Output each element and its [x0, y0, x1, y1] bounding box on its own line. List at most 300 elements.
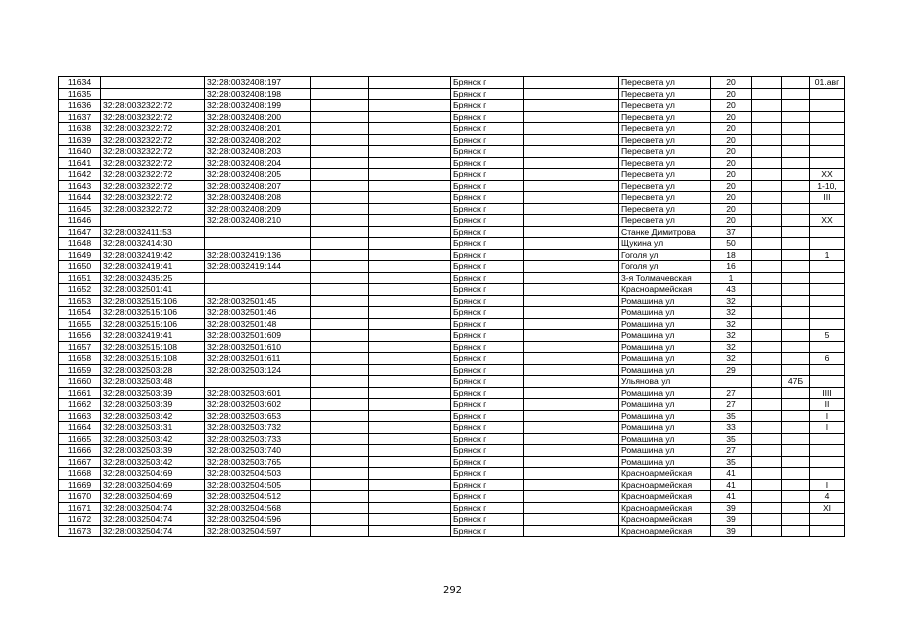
building-cell: [782, 387, 810, 399]
apartment-cell: XX: [810, 169, 845, 181]
empty-cell-b: [369, 180, 451, 192]
empty-cell-d: [752, 272, 782, 284]
data-table: [58, 76, 845, 537]
empty-cell-b: [369, 77, 451, 89]
row-number-cell: 11670: [59, 491, 101, 503]
empty-cell-b: [369, 123, 451, 135]
street-cell: Пересвета ул: [619, 192, 711, 204]
row-number-cell: 11666: [59, 445, 101, 457]
cadastral-number-cell: 32:28:0032408:208: [205, 192, 311, 204]
street-cell: 3-я Толмачевская: [619, 272, 711, 284]
street-cell: Ромашина ул: [619, 433, 711, 445]
row-number-cell: 11662: [59, 399, 101, 411]
empty-cell-a: [311, 261, 369, 273]
empty-cell-a: [311, 77, 369, 89]
table-row: [59, 226, 845, 238]
street-cell: Пересвета ул: [619, 215, 711, 227]
building-cell: [782, 261, 810, 273]
city-cell: Брянск г: [451, 111, 524, 123]
street-cell: Ромашина ул: [619, 295, 711, 307]
parent-cadastral-number-cell: 32:28:0032515:106: [101, 307, 205, 319]
apartment-cell: [810, 318, 845, 330]
empty-cell-d: [752, 146, 782, 158]
table-row: [59, 307, 845, 319]
street-cell: Ульянова ул: [619, 376, 711, 388]
empty-cell-c: [524, 238, 619, 250]
empty-cell-c: [524, 169, 619, 181]
apartment-cell: [810, 364, 845, 376]
empty-cell-a: [311, 249, 369, 261]
house-number-cell: 41: [711, 491, 752, 503]
empty-cell-c: [524, 399, 619, 411]
empty-cell-a: [311, 525, 369, 537]
house-number-cell: 20: [711, 169, 752, 181]
apartment-cell: [810, 514, 845, 526]
empty-cell-b: [369, 272, 451, 284]
table-row: [59, 192, 845, 204]
empty-cell-c: [524, 272, 619, 284]
row-number-cell: 11658: [59, 353, 101, 365]
table-row: [59, 491, 845, 503]
street-cell: Пересвета ул: [619, 146, 711, 158]
house-number-cell: 20: [711, 157, 752, 169]
house-number-cell: 37: [711, 226, 752, 238]
street-cell: Гоголя ул: [619, 249, 711, 261]
cadastral-number-cell: 32:28:0032501:611: [205, 353, 311, 365]
empty-cell-d: [752, 261, 782, 273]
row-number-cell: 11640: [59, 146, 101, 158]
empty-cell-c: [524, 180, 619, 192]
empty-cell-d: [752, 238, 782, 250]
street-cell: Красноармейская: [619, 514, 711, 526]
house-number-cell: 20: [711, 134, 752, 146]
empty-cell-c: [524, 341, 619, 353]
table-row: [59, 468, 845, 480]
street-cell: Пересвета ул: [619, 169, 711, 181]
cadastral-number-cell: 32:28:0032408:209: [205, 203, 311, 215]
empty-cell-a: [311, 307, 369, 319]
empty-cell-d: [752, 433, 782, 445]
row-number-cell: 11644: [59, 192, 101, 204]
table-row: [59, 272, 845, 284]
cadastral-number-cell: 32:28:0032501:609: [205, 330, 311, 342]
table-row: [59, 157, 845, 169]
parent-cadastral-number-cell: 32:28:0032322:72: [101, 100, 205, 112]
street-cell: Ромашина ул: [619, 330, 711, 342]
building-cell: [782, 330, 810, 342]
street-cell: Ромашина ул: [619, 353, 711, 365]
parent-cadastral-number-cell: 32:28:0032501:41: [101, 284, 205, 296]
apartment-cell: [810, 376, 845, 388]
empty-cell-d: [752, 203, 782, 215]
empty-cell-b: [369, 284, 451, 296]
building-cell: [782, 123, 810, 135]
parent-cadastral-number-cell: 32:28:0032515:108: [101, 341, 205, 353]
table-row: [59, 399, 845, 411]
apartment-cell: 01.авг: [810, 77, 845, 89]
cadastral-number-cell: 32:28:0032408:210: [205, 215, 311, 227]
table-row: [59, 376, 845, 388]
street-cell: Станке Димитрова: [619, 226, 711, 238]
cadastral-number-cell: 32:28:0032501:48: [205, 318, 311, 330]
street-cell: Ромашина ул: [619, 399, 711, 411]
empty-cell-c: [524, 387, 619, 399]
house-number-cell: 29: [711, 364, 752, 376]
house-number-cell: 41: [711, 468, 752, 480]
city-cell: Брянск г: [451, 514, 524, 526]
row-number-cell: 11648: [59, 238, 101, 250]
row-number-cell: 11656: [59, 330, 101, 342]
building-cell: [782, 215, 810, 227]
empty-cell-d: [752, 295, 782, 307]
city-cell: Брянск г: [451, 272, 524, 284]
apartment-cell: [810, 88, 845, 100]
empty-cell-b: [369, 433, 451, 445]
house-number-cell: 32: [711, 307, 752, 319]
city-cell: Брянск г: [451, 502, 524, 514]
empty-cell-d: [752, 330, 782, 342]
empty-cell-d: [752, 100, 782, 112]
house-number-cell: 50: [711, 238, 752, 250]
building-cell: [782, 399, 810, 411]
empty-cell-d: [752, 307, 782, 319]
building-cell: [782, 272, 810, 284]
row-number-cell: 11634: [59, 77, 101, 89]
apartment-cell: I: [810, 410, 845, 422]
parent-cadastral-number-cell: 32:28:0032322:72: [101, 157, 205, 169]
empty-cell-a: [311, 192, 369, 204]
empty-cell-b: [369, 422, 451, 434]
table-row: [59, 100, 845, 112]
city-cell: Брянск г: [451, 433, 524, 445]
table-row: [59, 422, 845, 434]
row-number-cell: 11664: [59, 422, 101, 434]
empty-cell-c: [524, 318, 619, 330]
street-cell: Пересвета ул: [619, 157, 711, 169]
city-cell: Брянск г: [451, 364, 524, 376]
house-number-cell: 20: [711, 88, 752, 100]
empty-cell-d: [752, 318, 782, 330]
cadastral-number-cell: 32:28:0032504:597: [205, 525, 311, 537]
empty-cell-b: [369, 307, 451, 319]
empty-cell-b: [369, 238, 451, 250]
parent-cadastral-number-cell: 32:28:0032515:108: [101, 353, 205, 365]
house-number-cell: 33: [711, 422, 752, 434]
table-row: [59, 111, 845, 123]
empty-cell-d: [752, 88, 782, 100]
empty-cell-a: [311, 284, 369, 296]
empty-cell-d: [752, 341, 782, 353]
building-cell: [782, 433, 810, 445]
apartment-cell: I: [810, 479, 845, 491]
house-number-cell: 27: [711, 445, 752, 457]
empty-cell-c: [524, 433, 619, 445]
apartment-cell: [810, 111, 845, 123]
building-cell: [782, 180, 810, 192]
table-row: [59, 169, 845, 181]
empty-cell-b: [369, 295, 451, 307]
cadastral-number-cell: 32:28:0032503:653: [205, 410, 311, 422]
apartment-cell: [810, 261, 845, 273]
row-number-cell: 11639: [59, 134, 101, 146]
empty-cell-b: [369, 445, 451, 457]
empty-cell-a: [311, 341, 369, 353]
house-number-cell: 18: [711, 249, 752, 261]
empty-cell-c: [524, 468, 619, 480]
parent-cadastral-number-cell: 32:28:0032419:42: [101, 249, 205, 261]
empty-cell-c: [524, 364, 619, 376]
table-row: [59, 364, 845, 376]
city-cell: Брянск г: [451, 399, 524, 411]
parent-cadastral-number-cell: 32:28:0032411:53: [101, 226, 205, 238]
empty-cell-b: [369, 203, 451, 215]
cadastral-number-cell: [205, 376, 311, 388]
table-row: [59, 502, 845, 514]
apartment-cell: [810, 307, 845, 319]
house-number-cell: 20: [711, 111, 752, 123]
city-cell: Брянск г: [451, 295, 524, 307]
parent-cadastral-number-cell: 32:28:0032419:41: [101, 261, 205, 273]
empty-cell-c: [524, 479, 619, 491]
city-cell: Брянск г: [451, 284, 524, 296]
table-row: [59, 456, 845, 468]
empty-cell-d: [752, 77, 782, 89]
apartment-cell: [810, 456, 845, 468]
row-number-cell: 11652: [59, 284, 101, 296]
empty-cell-b: [369, 410, 451, 422]
empty-cell-b: [369, 88, 451, 100]
row-number-cell: 11661: [59, 387, 101, 399]
house-number-cell: 20: [711, 215, 752, 227]
building-cell: [782, 169, 810, 181]
table-row: [59, 318, 845, 330]
cadastral-number-cell: 32:28:0032419:144: [205, 261, 311, 273]
city-cell: Брянск г: [451, 215, 524, 227]
street-cell: Ромашина ул: [619, 318, 711, 330]
empty-cell-c: [524, 77, 619, 89]
parent-cadastral-number-cell: 32:28:0032504:74: [101, 525, 205, 537]
cadastral-number-cell: [205, 284, 311, 296]
row-number-cell: 11636: [59, 100, 101, 112]
empty-cell-c: [524, 410, 619, 422]
row-number-cell: 11642: [59, 169, 101, 181]
empty-cell-d: [752, 422, 782, 434]
parent-cadastral-number-cell: 32:28:0032503:39: [101, 445, 205, 457]
apartment-cell: [810, 284, 845, 296]
table-row: [59, 514, 845, 526]
city-cell: Брянск г: [451, 88, 524, 100]
building-cell: [782, 88, 810, 100]
empty-cell-a: [311, 295, 369, 307]
empty-cell-b: [369, 364, 451, 376]
empty-cell-b: [369, 134, 451, 146]
city-cell: Брянск г: [451, 353, 524, 365]
city-cell: Брянск г: [451, 445, 524, 457]
building-cell: [782, 422, 810, 434]
parent-cadastral-number-cell: [101, 215, 205, 227]
cadastral-number-cell: 32:28:0032503:602: [205, 399, 311, 411]
empty-cell-a: [311, 180, 369, 192]
empty-cell-c: [524, 353, 619, 365]
cadastral-number-cell: 32:28:0032408:202: [205, 134, 311, 146]
house-number-cell: 20: [711, 180, 752, 192]
table-row: [59, 433, 845, 445]
empty-cell-d: [752, 226, 782, 238]
empty-cell-c: [524, 157, 619, 169]
house-number-cell: 32: [711, 318, 752, 330]
street-cell: Красноармейская: [619, 525, 711, 537]
cadastral-number-cell: 32:28:0032503:124: [205, 364, 311, 376]
empty-cell-c: [524, 456, 619, 468]
cadastral-number-cell: 32:28:0032408:198: [205, 88, 311, 100]
street-cell: Ромашина ул: [619, 445, 711, 457]
empty-cell-b: [369, 318, 451, 330]
empty-cell-a: [311, 215, 369, 227]
empty-cell-b: [369, 249, 451, 261]
apartment-cell: XI: [810, 502, 845, 514]
empty-cell-d: [752, 284, 782, 296]
table-row: [59, 479, 845, 491]
city-cell: Брянск г: [451, 180, 524, 192]
building-cell: [782, 318, 810, 330]
house-number-cell: 39: [711, 502, 752, 514]
street-cell: Щукина ул: [619, 238, 711, 250]
empty-cell-d: [752, 249, 782, 261]
parent-cadastral-number-cell: 32:28:0032504:74: [101, 502, 205, 514]
empty-cell-b: [369, 157, 451, 169]
street-cell: Красноармейская: [619, 502, 711, 514]
apartment-cell: III: [810, 192, 845, 204]
cadastral-number-cell: 32:28:0032408:197: [205, 77, 311, 89]
empty-cell-b: [369, 502, 451, 514]
parent-cadastral-number-cell: 32:28:0032419:41: [101, 330, 205, 342]
empty-cell-b: [369, 387, 451, 399]
row-number-cell: 11672: [59, 514, 101, 526]
parent-cadastral-number-cell: 32:28:0032322:72: [101, 180, 205, 192]
empty-cell-a: [311, 157, 369, 169]
empty-cell-b: [369, 192, 451, 204]
empty-cell-b: [369, 215, 451, 227]
empty-cell-a: [311, 203, 369, 215]
city-cell: Брянск г: [451, 456, 524, 468]
cadastral-number-cell: 32:28:0032408:199: [205, 100, 311, 112]
row-number-cell: 11669: [59, 479, 101, 491]
empty-cell-b: [369, 330, 451, 342]
row-number-cell: 11645: [59, 203, 101, 215]
table-row: [59, 146, 845, 158]
apartment-cell: 1-10,: [810, 180, 845, 192]
street-cell: Пересвета ул: [619, 203, 711, 215]
cadastral-number-cell: 32:28:0032408:207: [205, 180, 311, 192]
empty-cell-a: [311, 330, 369, 342]
table-row: [59, 284, 845, 296]
building-cell: [782, 238, 810, 250]
building-cell: [782, 192, 810, 204]
street-cell: Пересвета ул: [619, 123, 711, 135]
row-number-cell: 11641: [59, 157, 101, 169]
row-number-cell: 11635: [59, 88, 101, 100]
building-cell: [782, 203, 810, 215]
parent-cadastral-number-cell: [101, 77, 205, 89]
apartment-cell: 6: [810, 353, 845, 365]
table-row: [59, 295, 845, 307]
city-cell: Брянск г: [451, 525, 524, 537]
city-cell: Брянск г: [451, 410, 524, 422]
parent-cadastral-number-cell: 32:28:0032503:48: [101, 376, 205, 388]
building-cell: [782, 456, 810, 468]
empty-cell-d: [752, 364, 782, 376]
parent-cadastral-number-cell: 32:28:0032503:39: [101, 387, 205, 399]
row-number-cell: 11659: [59, 364, 101, 376]
house-number-cell: 35: [711, 410, 752, 422]
empty-cell-a: [311, 169, 369, 181]
empty-cell-a: [311, 353, 369, 365]
apartment-cell: [810, 433, 845, 445]
street-cell: Красноармейская: [619, 479, 711, 491]
empty-cell-b: [369, 261, 451, 273]
empty-cell-a: [311, 376, 369, 388]
empty-cell-b: [369, 376, 451, 388]
apartment-cell: [810, 226, 845, 238]
empty-cell-b: [369, 491, 451, 503]
cadastral-number-cell: [205, 238, 311, 250]
building-cell: [782, 479, 810, 491]
empty-cell-d: [752, 134, 782, 146]
empty-cell-b: [369, 468, 451, 480]
city-cell: Брянск г: [451, 376, 524, 388]
apartment-cell: 4: [810, 491, 845, 503]
empty-cell-a: [311, 226, 369, 238]
empty-cell-d: [752, 376, 782, 388]
street-cell: Гоголя ул: [619, 261, 711, 273]
house-number-cell: 43: [711, 284, 752, 296]
empty-cell-a: [311, 410, 369, 422]
empty-cell-b: [369, 169, 451, 181]
apartment-cell: II: [810, 399, 845, 411]
empty-cell-d: [752, 157, 782, 169]
empty-cell-b: [369, 111, 451, 123]
empty-cell-d: [752, 215, 782, 227]
city-cell: Брянск г: [451, 203, 524, 215]
empty-cell-d: [752, 468, 782, 480]
apartment-cell: [810, 100, 845, 112]
empty-cell-c: [524, 192, 619, 204]
empty-cell-d: [752, 180, 782, 192]
building-cell: [782, 364, 810, 376]
empty-cell-c: [524, 445, 619, 457]
cadastral-number-cell: 32:28:0032504:505: [205, 479, 311, 491]
building-cell: [782, 468, 810, 480]
city-cell: Брянск г: [451, 341, 524, 353]
house-number-cell: 32: [711, 341, 752, 353]
cadastral-number-cell: 32:28:0032503:765: [205, 456, 311, 468]
row-number-cell: 11668: [59, 468, 101, 480]
parent-cadastral-number-cell: 32:28:0032322:72: [101, 169, 205, 181]
empty-cell-d: [752, 514, 782, 526]
table-row: [59, 525, 845, 537]
empty-cell-c: [524, 491, 619, 503]
parent-cadastral-number-cell: 32:28:0032322:72: [101, 134, 205, 146]
empty-cell-b: [369, 341, 451, 353]
cadastral-number-cell: 32:28:0032408:201: [205, 123, 311, 135]
apartment-cell: [810, 341, 845, 353]
house-number-cell: 20: [711, 77, 752, 89]
house-number-cell: 41: [711, 479, 752, 491]
empty-cell-c: [524, 261, 619, 273]
city-cell: Брянск г: [451, 261, 524, 273]
table-row: [59, 249, 845, 261]
row-number-cell: 11651: [59, 272, 101, 284]
